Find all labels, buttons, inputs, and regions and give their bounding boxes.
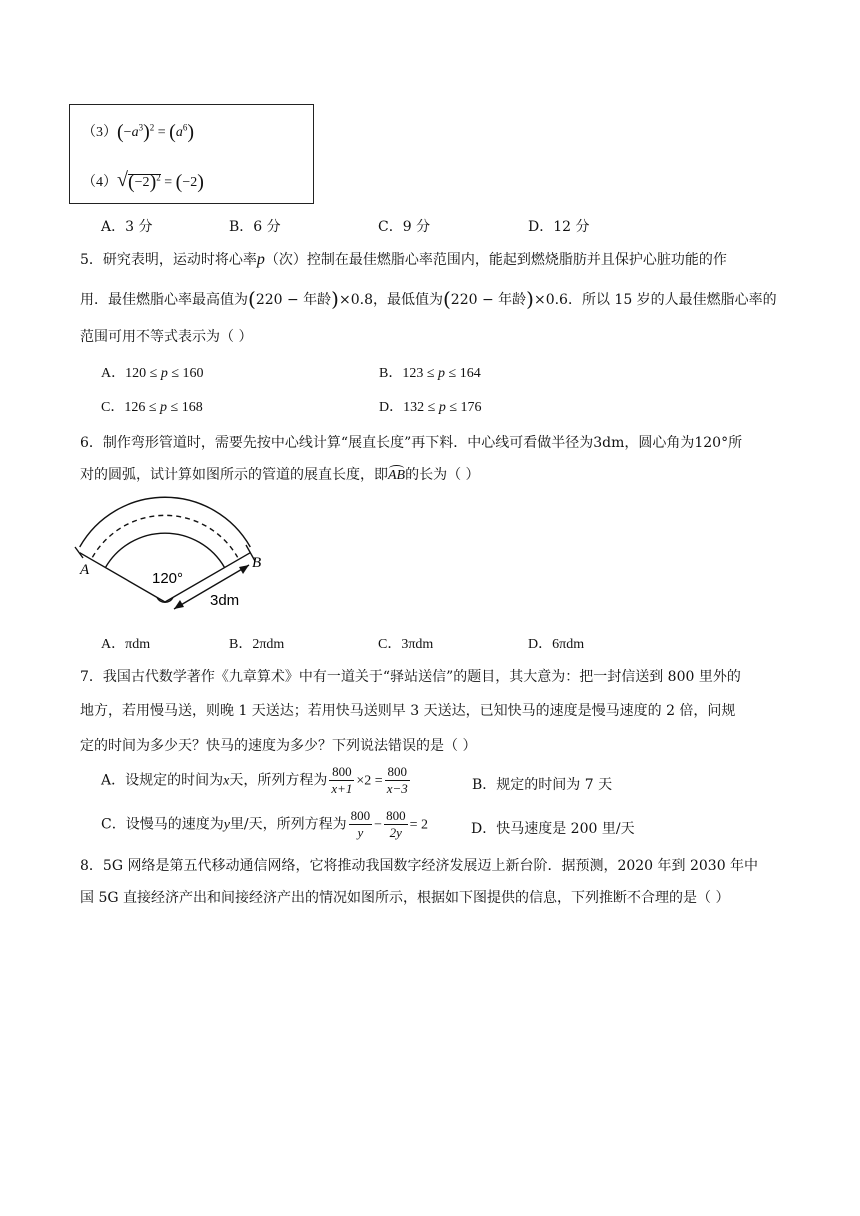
option-high: ≤ 168 [167, 400, 203, 415]
q4-option-d[interactable] [528, 216, 590, 236]
operator: = 2 [409, 817, 428, 833]
option-letter: B． [379, 366, 403, 381]
q4-option-a[interactable] [101, 216, 152, 236]
q5-text: ，最低值为 [372, 292, 443, 308]
q6-option-a[interactable] [101, 633, 150, 653]
option-letter: B． [472, 777, 497, 793]
option-text: 设慢马的速度为 [125, 816, 224, 833]
inner-arc [105, 533, 224, 567]
q5-text: ．所以 15 岁的人最佳燃脂心率的 [567, 292, 777, 308]
min-expr: 220 − 年龄 [450, 292, 527, 308]
box-item-3: $(3)(-a^3)^2 = (a^6)$ [82, 121, 194, 143]
min-factor: ×0.6 [533, 292, 568, 308]
q5-line-2: 用．最佳燃脂心率最高值为(220 − 年龄)×0.8，最低值为(220 − 年龄)×0.6．所以 15 岁的人最佳燃脂心率的 [80, 287, 777, 311]
label-b: B [252, 555, 262, 571]
option-letter: A． [101, 772, 126, 789]
option-text: 9 分 [402, 219, 431, 235]
pipe-sector-figure [70, 495, 280, 620]
q4-option-b[interactable] [229, 216, 281, 236]
var-p: p [160, 366, 168, 381]
option-low: 120 ≤ [125, 366, 161, 381]
denominator: 2y [389, 825, 402, 840]
item-4-label: （4） [82, 175, 117, 190]
option-text: 设规定的时间为 [125, 772, 224, 789]
option-letter: D． [528, 637, 553, 652]
option-text: 2πdm [252, 637, 285, 652]
q7-option-c[interactable] [101, 808, 428, 841]
q5-option-c[interactable] [101, 396, 203, 416]
q7-option-a[interactable] [101, 764, 412, 797]
q7-line-2: 地方，若用慢马送，则晚 1 天送达；若用快马送则早 3 天送达，已知快马的速度是慢马速度的 2 倍，问规 [80, 703, 736, 719]
option-text: 12 分 [553, 219, 590, 235]
option-low: 126 ≤ [124, 400, 161, 415]
statement-box [69, 104, 314, 204]
q5-text: （次）控制在最佳燃脂心率范围内，能起到燃烧脂肪并且保护心脏功能的作 [264, 252, 727, 268]
option-text: 天，所列方程为 [229, 772, 328, 789]
option-letter: D． [471, 821, 497, 837]
radius-label: 3dm [210, 592, 240, 609]
option-letter: C． [101, 816, 126, 833]
arrow-head-icon [239, 565, 249, 574]
q5-option-d[interactable] [379, 396, 482, 416]
option-letter: C． [378, 219, 403, 235]
numerator: 800 [350, 808, 371, 823]
option-text: 规定的时间为 7 天 [496, 777, 613, 793]
q7-option-d[interactable] [471, 818, 635, 838]
q6-option-b[interactable] [229, 633, 284, 653]
end-tick-a [75, 547, 83, 558]
option-letter: B． [229, 637, 253, 652]
arrow-tail-icon [174, 600, 184, 609]
option-letter: D． [379, 400, 404, 415]
denominator: x−3 [386, 781, 408, 796]
option-text: 3 分 [125, 219, 153, 235]
q6-text: 的长为（ ） [405, 467, 480, 483]
item-3-label: （3） [82, 125, 117, 140]
option-letter: D． [528, 219, 554, 235]
numerator: 800 [329, 764, 354, 781]
center-dashed-arc [92, 515, 237, 557]
option-letter: A． [101, 366, 126, 381]
var-p: p [160, 400, 168, 415]
option-text: 里/天，所列方程为 [229, 816, 347, 833]
q6-line-1: 6．制作弯形管道时，需要先按中心线计算“展直长度”再下料．中心线可看做半径为3dm，圆心角为120°所 [80, 435, 743, 451]
option-high: ≤ 176 [445, 400, 482, 415]
fraction [385, 764, 410, 797]
fraction [329, 764, 354, 797]
numerator: 800 [385, 764, 410, 781]
option-letter: A． [101, 219, 126, 235]
q6-option-d[interactable] [528, 633, 584, 653]
option-low: 123 ≤ [402, 366, 439, 381]
option-text: 6 分 [253, 219, 281, 235]
option-high: ≤ 160 [167, 366, 204, 381]
q4-option-c[interactable] [378, 216, 430, 236]
box-item-4: $(4)√(-2)^2 = (-2)$ [82, 169, 204, 193]
q6-line-2 [80, 464, 480, 484]
q8-line-2: 国 5G 直接经济产出和间接经济产出的情况如图所示，根据如下图提供的信息，下列推断不合理的是（ ） [80, 890, 730, 906]
numerator: 800 [386, 808, 406, 823]
q5-line-3: 范围可用不等式表示为（ ） [80, 329, 253, 345]
var-p: p [438, 366, 446, 381]
fraction [349, 808, 373, 841]
max-expr: 220 − 年龄 [255, 292, 332, 308]
angle-label: 120° [152, 570, 184, 587]
operator: ×2 = [356, 773, 383, 789]
option-low: 132 ≤ [403, 400, 439, 415]
label-a: A [80, 562, 90, 578]
q5-line-1 [80, 249, 727, 269]
fraction [384, 808, 408, 841]
arc-ab-label: AB [388, 468, 406, 483]
option-text: 3πdm [401, 637, 434, 652]
var-p: p [256, 251, 265, 268]
option-letter: A． [101, 637, 126, 652]
option-letter: C． [101, 400, 125, 415]
denominator: x+1 [331, 781, 353, 796]
var-x: x [223, 773, 230, 789]
q8-line-1: 8．5G 网络是第五代移动通信网络，它将推动我国数字经济发展迈上新台阶．据预测，2020 年到 2030 年中 [80, 858, 759, 874]
option-text: 6πdm [552, 637, 585, 652]
q5-option-b[interactable] [379, 362, 481, 382]
var-y: y [223, 817, 230, 833]
q5-option-a[interactable] [101, 362, 204, 382]
option-text: 快马速度是 200 里/天 [496, 821, 635, 837]
q7-option-b[interactable] [472, 774, 612, 794]
var-p: p [438, 400, 446, 415]
option-letter: B． [229, 219, 254, 235]
operator: − [374, 817, 383, 833]
q5-text: 5．研究表明，运动时将心率 [80, 252, 257, 268]
option-letter: C． [378, 637, 402, 652]
max-factor: ×0.8 [338, 292, 373, 308]
denominator: y [357, 825, 364, 840]
q5-text: 用．最佳燃脂心率最高值为 [80, 292, 248, 308]
q7-line-1: 7．我国古代数学著作《九章算术》中有一道关于“驿站送信”的题目，其大意为：把一封信送到 800 里外的 [80, 669, 741, 685]
q6-text: 对的圆弧，试计算如图所示的管道的展直长度，即 [80, 467, 388, 483]
option-text: πdm [125, 637, 151, 652]
option-high: ≤ 164 [445, 366, 481, 381]
q6-option-c[interactable] [378, 633, 433, 653]
q7-line-3: 定的时间为多少天？快马的速度为多少？下列说法错误的是（ ） [80, 738, 477, 754]
